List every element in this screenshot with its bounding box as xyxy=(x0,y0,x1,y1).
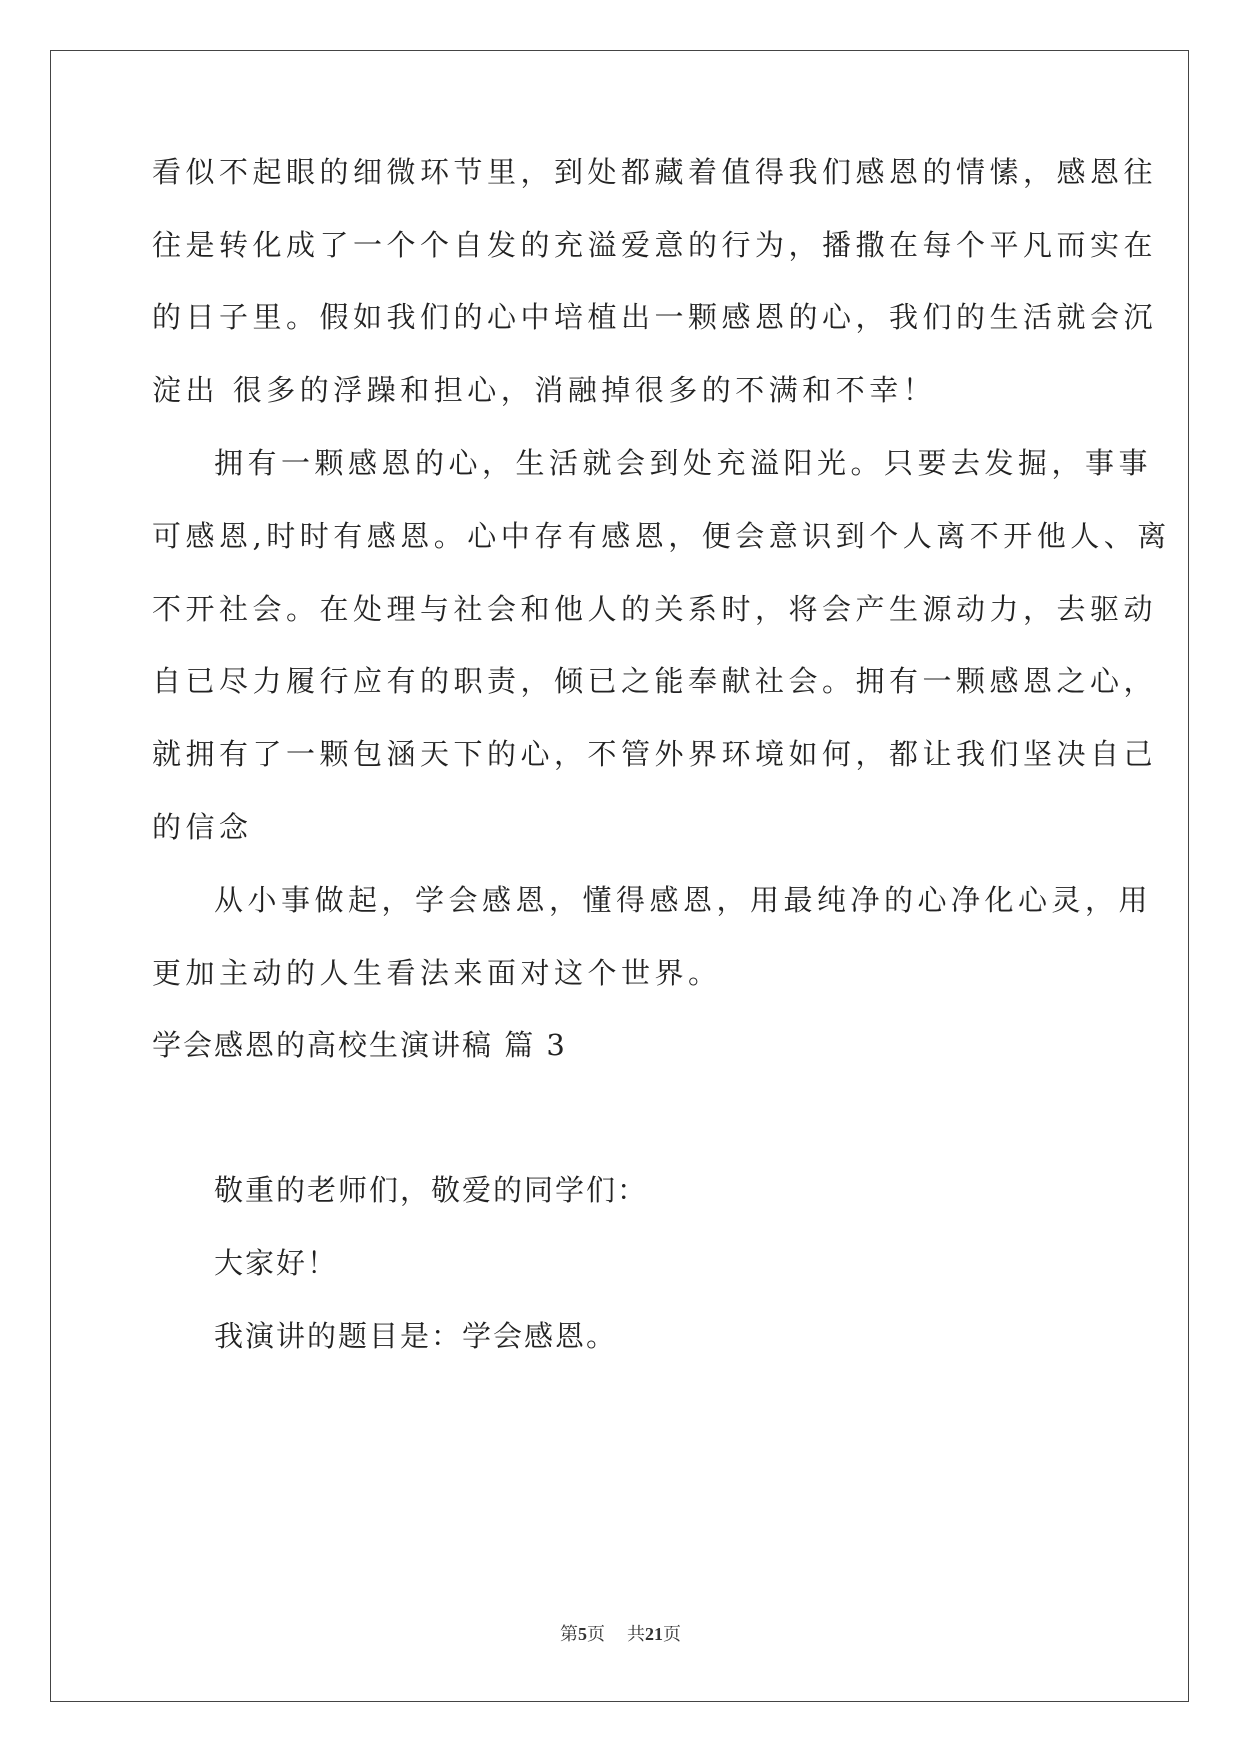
topic-line: 我演讲的题目是：学会感恩。 xyxy=(214,1319,618,1353)
footer-page-number: 5 xyxy=(578,1624,587,1644)
page-footer xyxy=(0,1620,1241,1646)
footer-page-suffix: 页 xyxy=(587,1624,605,1645)
paragraph-2-line-1: 拥有一颗感恩的心，生活就会到处充溢阳光。只要去发掘，事事 xyxy=(214,446,1153,480)
paragraph-1-line-2: 往是转化成了一个个自发的充溢爱意的行为，播撒在每个平凡而实在 xyxy=(152,228,1158,262)
paragraph-3-line-2: 更加主动的人生看法来面对这个世界。 xyxy=(152,956,722,990)
footer-total-prefix: 共 xyxy=(627,1624,645,1645)
paragraph-1-line-1: 看似不起眼的细微环节里，到处都藏着值得我们感恩的情愫，感恩往 xyxy=(152,155,1158,189)
greeting: 敬重的老师们，敬爱的同学们： xyxy=(214,1173,649,1207)
section-title: 学会感恩的高校生演讲稿 篇 3 xyxy=(152,1028,567,1062)
paragraph-3-line-1: 从小事做起，学会感恩，懂得感恩，用最纯净的心净化心灵，用 xyxy=(214,883,1153,917)
paragraph-1-line-3: 的日子里。假如我们的心中培植出一颗感恩的心，我们的生活就会沉 xyxy=(152,300,1158,334)
paragraph-2-line-5: 就拥有了一颗包涵天下的心，不管外界环境如何，都让我们坚决自己 xyxy=(152,737,1158,771)
hello-line: 大家好！ xyxy=(214,1246,339,1280)
paragraph-2-line-4: 自已尽力履行应有的职责，倾已之能奉献社会。拥有一颗感恩之心， xyxy=(152,664,1158,698)
footer-page-prefix: 第 xyxy=(560,1624,578,1645)
paragraph-2-line-2: 可感恩,时时有感恩。心中存有感恩，便会意识到个人离不开他人、离 xyxy=(152,519,1171,553)
footer-total-pages: 21 xyxy=(645,1624,663,1644)
footer-total-suffix: 页 xyxy=(663,1624,681,1645)
paragraph-1-line-4: 淀出 很多的浮躁和担心，消融掉很多的不满和不幸！ xyxy=(152,373,937,407)
paragraph-2-line-3: 不开社会。在处理与社会和他人的关系时，将会产生源动力，去驱动 xyxy=(152,592,1158,626)
paragraph-2-line-6: 的信念 xyxy=(152,810,253,844)
